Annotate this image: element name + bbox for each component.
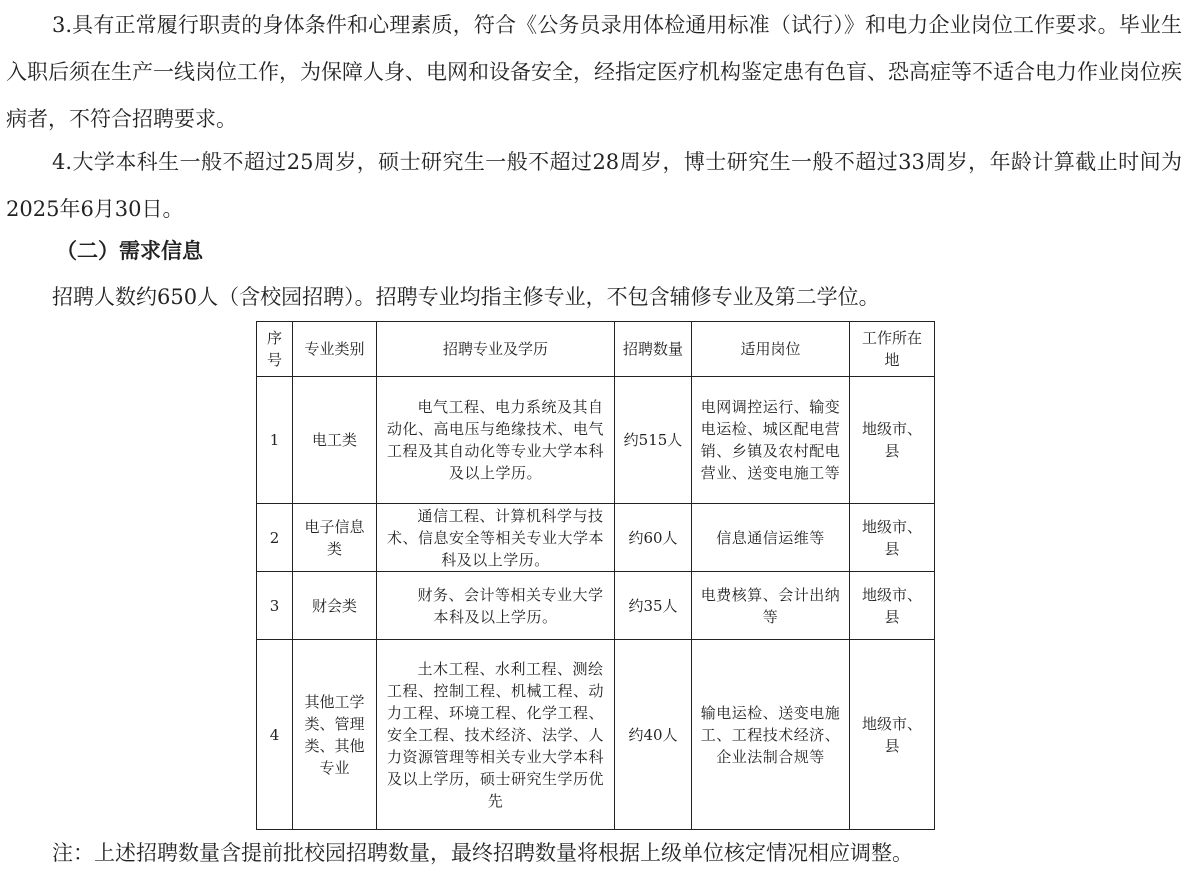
row-majors: 土木工程、水利工程、测绘工程、控制工程、机械工程、动力工程、环境工程、化学工程、安全工程、技术经济、法学、人力资源管理等相关专业大学本科及以上学历，硕士研究生学历优先: [377, 640, 615, 830]
section-heading: （二）需求信息: [56, 239, 203, 263]
row-location: 地级市、县: [850, 572, 935, 640]
row-count: 约35人: [615, 572, 692, 640]
requirement-paragraph-4: 4.大学本科生一般不超过25周岁，硕士研究生一般不超过28周岁，博士研究生一般不超过33周岁，年龄计算截止时间为2025年6月30日。: [6, 150, 1182, 221]
row-majors: 通信工程、计算机科学与技术、信息安全等相关专业大学本科及以上学历。: [377, 504, 615, 572]
row-count: 约60人: [615, 504, 692, 572]
row-count: 约515人: [615, 377, 692, 504]
table-row: [257, 504, 935, 572]
row-location: 地级市、县: [850, 504, 935, 572]
section-intro: 招聘人数约650人（含校园招聘）。招聘专业均指主修专业，不包含辅修专业及第二学位。: [52, 285, 880, 309]
requirement-paragraph-3: 3.具有正常履行职责的身体条件和心理素质，符合《公务员录用体检通用标准（试行）》和电力企业岗位工作要求。毕业生入职后须在生产一线岗位工作，为保障人身、电网和设备安全，经指定医疗机构鉴定患有色盲、恐高症等不适合电力作业岗位疾病者，不符合招聘要求。: [6, 13, 1182, 131]
row-location: 地级市、县: [850, 640, 935, 830]
row-positions: 电费核算、会计出纳等: [692, 572, 850, 640]
header-no: 序号: [257, 322, 293, 377]
header-category: 专业类别: [293, 322, 377, 377]
row-majors: 财务、会计等相关专业大学本科及以上学历。: [377, 572, 615, 640]
row-positions: 电网调控运行、输变电运检、城区配电营销、乡镇及农村配电营业、送变电施工等: [692, 377, 850, 504]
row-count: 约40人: [615, 640, 692, 830]
header-location: 工作所在地: [850, 322, 935, 377]
table-note: 注：上述招聘数量含提前批校园招聘数量，最终招聘数量将根据上级单位核定情况相应调整。: [52, 841, 913, 865]
table-row: [257, 572, 935, 640]
header-positions: 适用岗位: [692, 322, 850, 377]
header-majors: 招聘专业及学历: [377, 322, 615, 377]
table-row: [257, 640, 935, 830]
row-no: 3: [257, 572, 293, 640]
row-majors: 电气工程、电力系统及其自动化、高电压与绝缘技术、电气工程及其自动化等专业大学本科及以上学历。: [377, 377, 615, 504]
row-category: 其他工学类、管理类、其他专业: [293, 640, 377, 830]
row-positions: 信息通信运维等: [692, 504, 850, 572]
header-count: 招聘数量: [615, 322, 692, 377]
row-location: 地级市、县: [850, 377, 935, 504]
row-category: 财会类: [293, 572, 377, 640]
demand-table: [256, 321, 935, 830]
row-positions: 输电运检、送变电施工、工程技术经济、企业法制合规等: [692, 640, 850, 830]
row-category: 电子信息类: [293, 504, 377, 572]
row-no: 2: [257, 504, 293, 572]
row-category: 电工类: [293, 377, 377, 504]
row-no: 4: [257, 640, 293, 830]
table-header-row: [257, 322, 935, 377]
table-row: [257, 377, 935, 504]
row-no: 1: [257, 377, 293, 504]
